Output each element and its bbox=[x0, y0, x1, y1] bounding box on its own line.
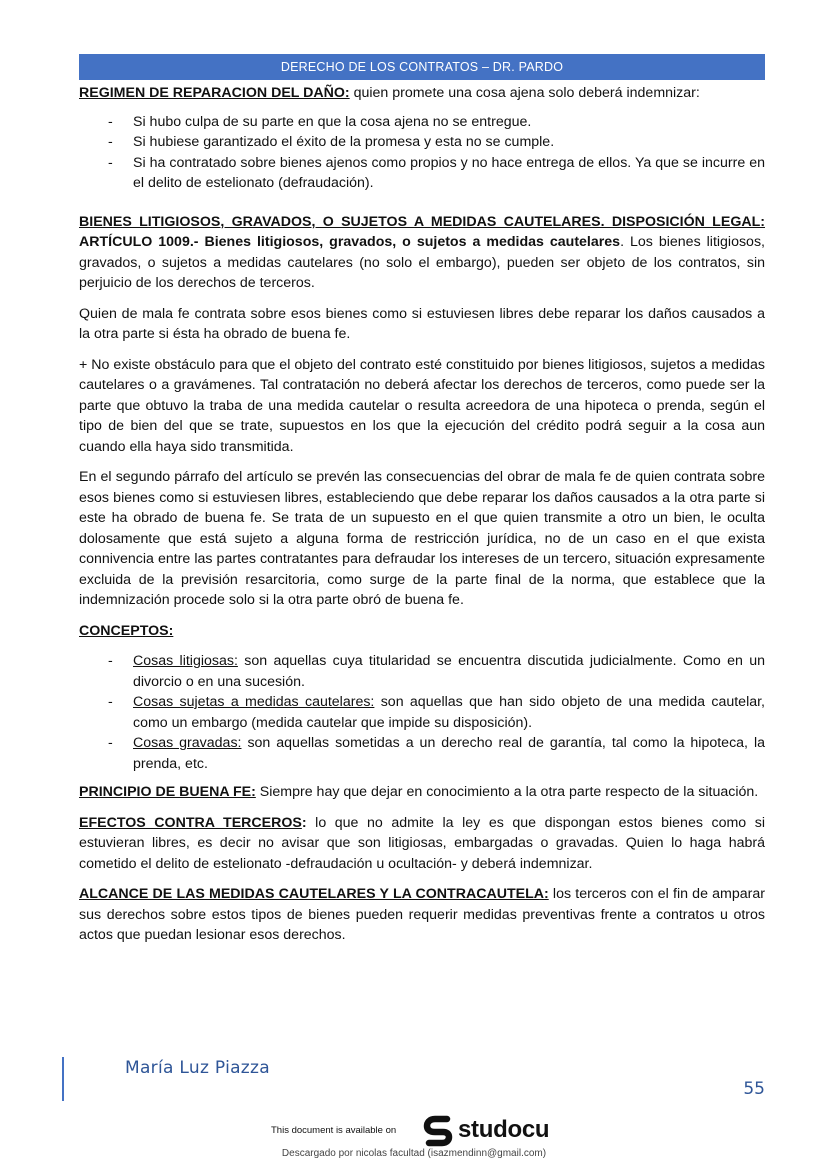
bienes-paragraph bbox=[79, 212, 765, 294]
efectos-colon: : bbox=[301, 814, 307, 831]
list-item: - Si hubiese garantizado el éxito de la promesa y esta no se cumple. bbox=[79, 132, 765, 153]
concept-text: son aquellas que han sido objeto de una medida cautelar, como un embargo (medida cautelar que impide su disposición). bbox=[133, 694, 765, 731]
mala-fe-paragraph: Quien de mala fe contrata sobre esos bienes como si estuviesen libres debe reparar los daños causados a la otra parte si ésta ha obrado de buena fe. bbox=[79, 305, 765, 342]
list-item bbox=[79, 733, 765, 774]
concept-text: son aquellas cuya titularidad se encuentra discutida judicialmente. Como en un divorcio o en una sucesión. bbox=[133, 653, 765, 690]
reparacion-list bbox=[79, 112, 765, 194]
efectos-text: lo que no admite la ley es que dispongan estos bienes como si estuvieran libres, es decir no avisar que son litigiosas, embargadas o gravadas. Quien lo haga habrá cometido el delito de estelionato -defraudación u ocultación- y deberá indemnizar. bbox=[79, 814, 765, 872]
conceptos-heading: CONCEPTOS: bbox=[79, 622, 174, 639]
efectos-paragraph bbox=[79, 813, 765, 875]
list-item: - Si ha contratado sobre bienes ajenos como propios y no hace entrega de ellos. Ya que se incurre en el delito de estelionato (defraudación). bbox=[79, 153, 765, 194]
studocu-brand: studocu bbox=[458, 1116, 550, 1143]
buena-fe-heading: PRINCIPIO DE BUENA FE: bbox=[79, 784, 256, 800]
download-notice: Descargado por nicolas facultad (isazmendinn@gmail.com) bbox=[281, 1148, 547, 1159]
document-body bbox=[79, 83, 765, 956]
conceptos-heading-paragraph bbox=[79, 621, 765, 642]
conceptos-list bbox=[79, 651, 765, 774]
header-title: DERECHO DE LOS CONTRATOS – DR. PARDO bbox=[280, 60, 564, 74]
alcance-heading: ALCANCE DE LAS MEDIDAS CAUTELARES Y LA CONTRACAUTELA: bbox=[79, 886, 549, 902]
obstaculo-paragraph: + No existe obstáculo para que el objeto del contrato esté constituido por bienes litigiosos, sujetos a medidas cautelares o a gravámenes. Tal contratación no deberá afectar los derechos de terceros, como puede ser la parte que obtuvo la traba de una medida cautelar o resulta acreedora de una hipoteca o prenda, según el tipo de bien del que se trate, supuestos en los que la ejecución del crédito podrá seguir a la cosa aun cuando ella haya sido transmitida. bbox=[79, 356, 765, 455]
article-text: . Los bienes litigiosos, gravados, o sujetos a medidas cautelares (no solo el embargo), pueden ser objeto de los contratos, sin perjuicio de los derechos de terceros. bbox=[79, 234, 765, 291]
available-on-text: This document is available on bbox=[271, 1125, 397, 1136]
reparacion-paragraph bbox=[79, 83, 765, 104]
concept-term: Cosas gravadas: bbox=[133, 735, 242, 751]
buena-fe-paragraph bbox=[79, 782, 765, 803]
concept-text: son aquellas sometidas a un derecho real de garantía, tal como la hipoteca, la prenda, etc. bbox=[133, 735, 765, 772]
concept-term: Cosas sujetas a medidas cautelares: bbox=[133, 694, 375, 710]
list-item bbox=[79, 651, 765, 692]
author-name: María Luz Piazza bbox=[125, 1058, 270, 1078]
footer-accent-line bbox=[62, 1057, 64, 1101]
article-title: ARTÍCULO 1009.- Bienes litigiosos, gravados, o sujetos a medidas cautelares bbox=[79, 234, 621, 250]
buena-fe-text: Siempre hay que dejar en conocimiento a la otra parte respecto de la situación. bbox=[255, 784, 759, 800]
page-number: 55 bbox=[743, 1079, 765, 1099]
list-item: - Si hubo culpa de su parte en que la cosa ajena no se entregue. bbox=[79, 112, 765, 133]
segundo-parrafo-paragraph: En el segundo párrafo del artículo se prevén las consecuencias del obrar de mala fe de quien contrata sobre esos bienes como si estuviesen libres, estableciendo que debe reparar los daños causados a la otra parte si este ha obrado de buena fe. Se trata de un supuesto en el que quien transmite a otro un bien, le oculta dolosamente que está sujeto a alguna forma de restricción jurídica, no de un caso en el que exista connivencia entre las partes contratantes para defraudar los intereses de un tercero, situación expresamente excluida de la previsión resarcitoria, como surge de la parte final de la norma, que establece que la indemnización procede solo si la otra parte obró de buena fe. bbox=[79, 469, 765, 608]
concept-term: Cosas litigiosas: bbox=[133, 653, 238, 669]
list-item bbox=[79, 692, 765, 733]
bienes-heading: BIENES LITIGIOSOS, GRAVADOS, O SUJETOS A MEDIDAS CAUTELARES. DISPOSICIÓN LEGAL: bbox=[79, 213, 765, 230]
studocu-logo[interactable] bbox=[423, 1113, 549, 1147]
alcance-text: los terceros con el fin de amparar sus derechos sobre estos tipos de bienes pueden requerir medidas preventivas frente a contratos u otros actos que puedan lesionar esos derechos. bbox=[79, 886, 765, 943]
efectos-heading: EFECTOS CONTRA TERCEROS bbox=[79, 814, 302, 831]
studocu-s-icon bbox=[423, 1113, 455, 1147]
reparacion-text: quien promete una cosa ajena solo deberá indemnizar: bbox=[349, 85, 700, 101]
header-bar bbox=[79, 54, 765, 80]
alcance-paragraph bbox=[79, 884, 765, 946]
reparacion-heading: REGIMEN DE REPARACION DEL DAÑO: bbox=[79, 85, 350, 101]
